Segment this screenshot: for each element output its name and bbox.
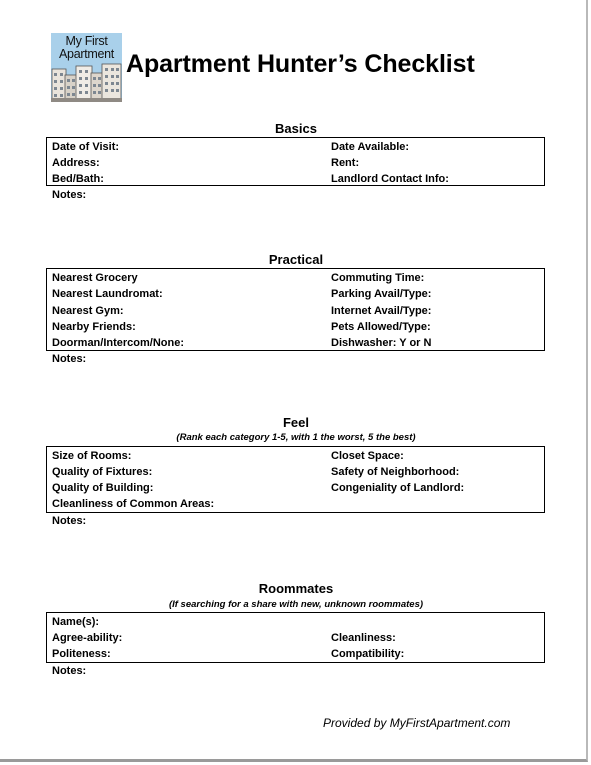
field-date-available[interactable]: Date Available: [331,140,410,153]
basics-row [47,139,544,155]
field-parking[interactable]: Parking Avail/Type: [331,288,432,301]
field-rent[interactable]: Rent: [331,156,360,169]
basics-row [47,155,544,171]
logo-line-2: Apartment [59,47,114,61]
field-nearest-gym[interactable]: Nearest Gym: [52,304,124,317]
feel-row [47,448,544,464]
practical-row [47,319,544,335]
notes-practical[interactable]: Notes: [52,353,87,365]
roommates-row [47,630,544,646]
field-cleanliness[interactable]: Cleanliness: [331,631,396,644]
logo-text [51,35,122,61]
basics-row [47,171,544,187]
section-title-roommates: Roommates [258,581,334,596]
practical-box [46,268,545,351]
field-quality-of-building[interactable]: Quality of Building: [52,482,154,495]
notes-feel[interactable]: Notes: [52,515,87,527]
field-doorman[interactable]: Doorman/Intercom/None: [52,337,185,350]
field-internet[interactable]: Internet Avail/Type: [331,304,432,317]
practical-row [47,335,544,351]
logo-line-1: My First [65,34,108,48]
field-compatibility[interactable]: Compatibility: [331,648,405,661]
field-congeniality[interactable]: Congeniality of Landlord: [331,482,465,495]
field-pets[interactable]: Pets Allowed/Type: [331,320,431,333]
page-title: Apartment Hunter’s Checklist [126,50,475,78]
feel-row [47,464,544,480]
practical-row [47,303,544,319]
field-commuting-time[interactable]: Commuting Time: [331,272,425,284]
feel-row [47,480,544,496]
field-safety[interactable]: Safety of Neighborhood: [331,465,460,478]
field-bed-bath[interactable]: Bed/Bath: [52,173,104,186]
feel-box [46,446,545,513]
practical-row [47,286,544,302]
field-date-of-visit[interactable]: Date of Visit: [52,140,120,153]
field-nearest-grocery[interactable]: Nearest Grocery [52,272,138,284]
field-cleanliness-common[interactable]: Cleanliness of Common Areas: [52,498,215,511]
field-landlord-contact[interactable]: Landlord Contact Info: [331,173,449,186]
field-quality-of-fixtures[interactable]: Quality of Fixtures: [52,465,153,478]
roommates-row [47,614,544,630]
field-dishwasher[interactable]: Dishwasher: Y or N [331,337,432,350]
practical-row [47,270,544,286]
section-title-practical: Practical [268,252,324,267]
section-title-basics: Basics [275,121,317,136]
my-first-apartment-logo [51,33,122,102]
notes-basics[interactable]: Notes: [52,189,87,201]
field-closet-space[interactable]: Closet Space: [331,449,404,462]
footer-credit: Provided by MyFirstApartment.com [323,716,511,730]
roommates-row [47,646,544,662]
section-subtitle-feel: (Rank each category 1-5, with 1 the worst, 5 the best) [176,432,416,443]
section-subtitle-roommates: (If searching for a share with new, unknown roommates) [168,599,424,610]
feel-row [47,496,544,512]
field-size-of-rooms[interactable]: Size of Rooms: [52,449,132,462]
basics-box [46,137,545,186]
field-nearest-laundromat[interactable]: Nearest Laundromat: [52,288,163,301]
field-names[interactable]: Name(s): [52,615,100,628]
roommates-box [46,612,545,663]
field-agree-ability[interactable]: Agree-ability: [52,631,123,644]
field-address[interactable]: Address: [52,156,100,169]
section-title-feel: Feel [282,415,309,430]
field-nearby-friends[interactable]: Nearby Friends: [52,320,136,333]
field-politeness[interactable]: Politeness: [52,648,111,661]
notes-roommates[interactable]: Notes: [52,665,87,677]
